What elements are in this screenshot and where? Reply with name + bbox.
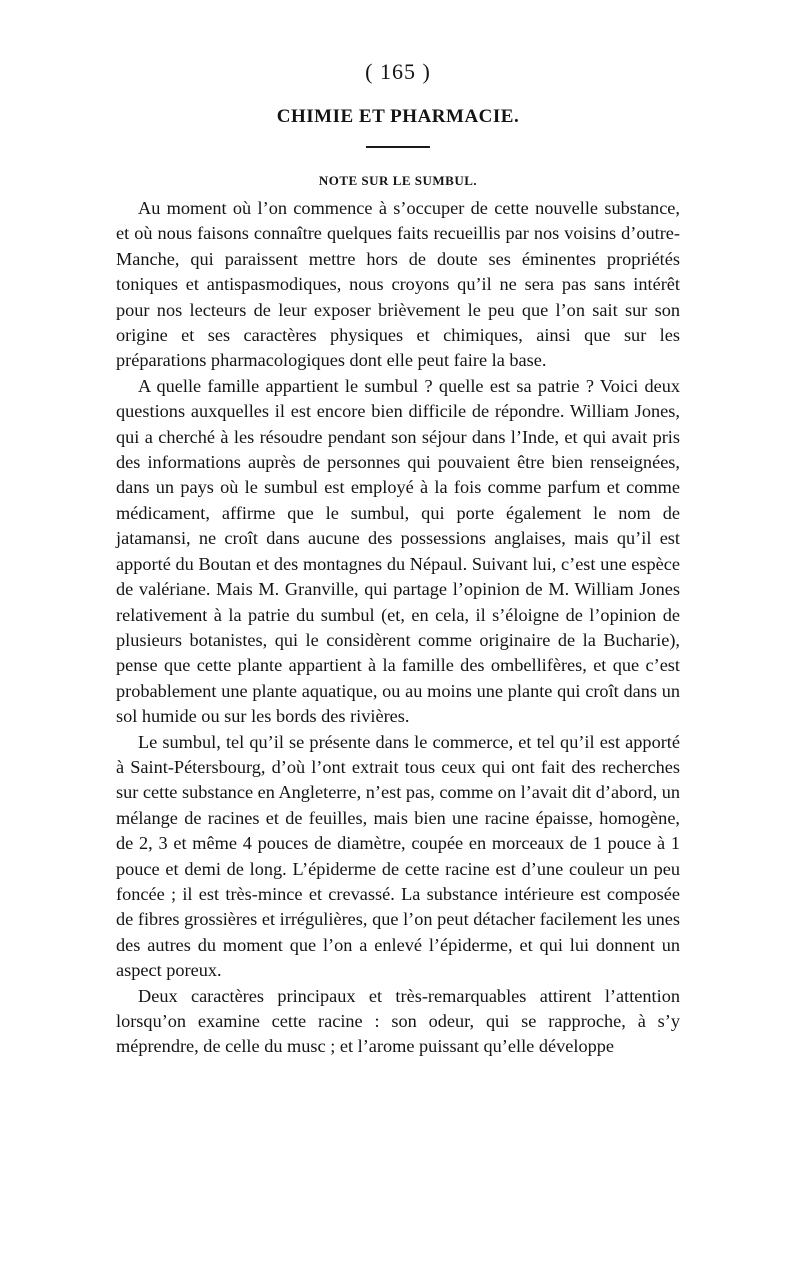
book-page	[116, 58, 680, 1060]
title-rule	[366, 146, 430, 148]
article-title: NOTE SUR LE SUMBUL.	[318, 173, 478, 188]
paragraph: Deux caractères principaux et très-remarquables attirent l’attention lorsqu’on examine cette racine : son odeur, qui se rapproche, à s’y méprendre, de celle du musc ; et l’arome puissant qu’elle développe	[116, 985, 680, 1057]
paragraph: Le sumbul, tel qu’il se présente dans le commerce, et tel qu’il est apporté à Saint-Pétersbourg, d’où l’ont extrait tous ceux qui ont fait des recherches sur cette substance en Angleterre, n’est pas, comme on l’avait dit d’abord, un mélange de racines et de feuilles, mais bien une racine épaisse, homogène, de 2, 3 et même 4 pouces de diamètre, coupée en morceaux de 1 pouce à 1 pouce et demi de long. L’épiderme de cette racine est d’une couleur un peu foncée ; il est très-mince et crevassé. La substance intérieure est composée de fibres grossières et irrégulières, que l’on peut détacher facilement les unes des autres du moment que l’on a enlevé l’épiderme, et qui lui donnent un aspect poreux.	[116, 731, 680, 981]
article-body	[116, 196, 680, 1060]
paragraph: A quelle famille appartient le sumbul ? quelle est sa patrie ? Voici deux questions auxquelles il est encore bien difficile de répondre. William Jones, qui a cherché à les résoudre pendant son séjour dans l’Inde, et qui avait pris des informations auprès de personnes qui pouvaient être bien renseignées, dans un pays où le sumbul est employé à la fois comme parfum et comme médicament, affirme que le sumbul, qui porte également le nom de jatamansi, ne croît dans aucune des possessions anglaises, mais qu’il est apporté du Boutan et des montagnes du Népaul. Suivant lui, c’est une espèce de valériane. Mais M. Granville, qui partage l’opinion de M. William Jones relativement à la patrie du sumbul (et, en cela, il s’éloigne de l’opinion de plusieurs botanistes, qui le considèrent comme originaire de la Bucharie), pense que cette plante appartient à la famille des ombellifères, et que c’est probablement une plante aquatique, ou au moins une plante qui croît dans un sol humide ou sur les bords des rivières.	[116, 375, 680, 727]
section-title: CHIMIE ET PHARMACIE.	[276, 106, 520, 127]
page-number: ( 165 )	[365, 59, 431, 84]
paragraph: Au moment où l’on commence à s’occuper de cette nouvelle substance, et où nous faisons connaître quelques faits recueillis par nos voisins d’outre-Manche, qui paraissent mettre hors de doute ses éminentes propriétés toniques et antispasmodiques, nous croyons qu’il ne sera pas sans intérêt pour nos lecteurs de leur exposer brièvement le peu que l’on sait sur son origine et ses caractères physiques et chimiques, ainsi que sur les préparations pharmacologiques dont elle peut faire la base.	[116, 198, 680, 371]
